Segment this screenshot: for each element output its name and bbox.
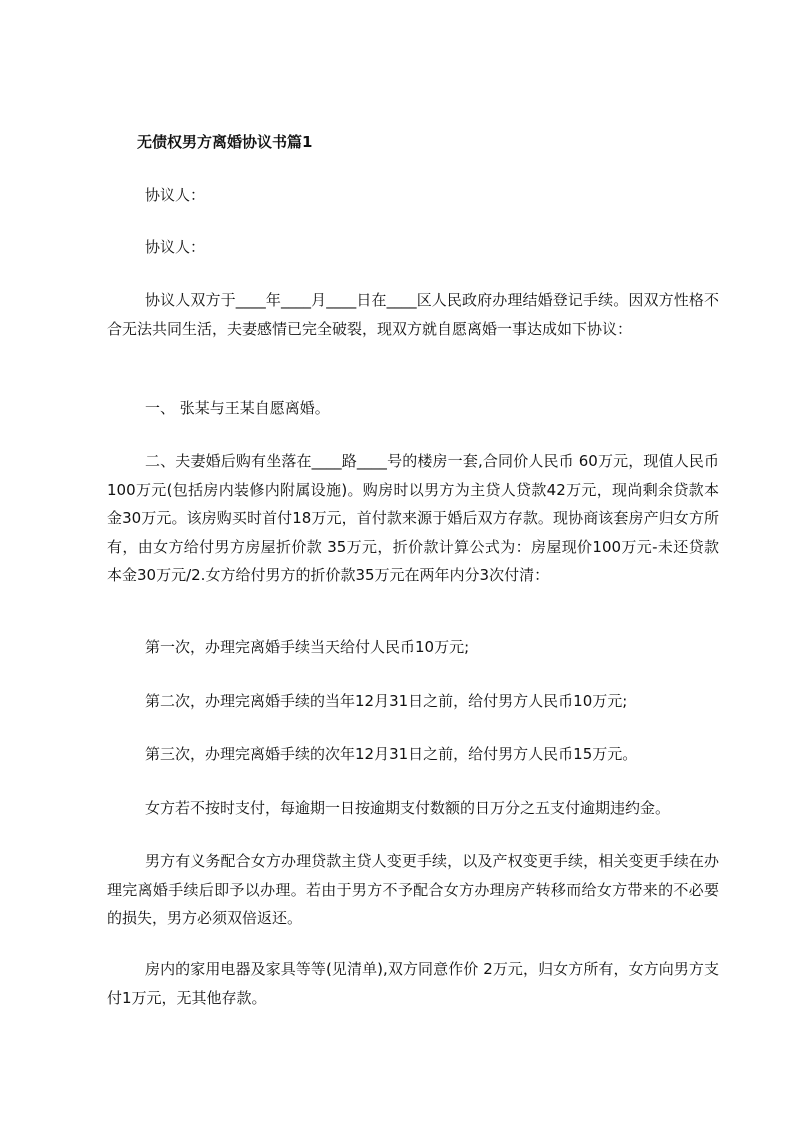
payment-1: 第一次，办理完离婚手续当天给付人民币10万元; [145,638,470,656]
document-title: 无债权男方离婚协议书篇1 [137,133,313,151]
clause-1: 一、 张某与王某自愿离婚。 [145,399,330,417]
payment-2: 第二次，办理完离婚手续的当年12月31日之前，给付男方人民币10万元; [145,692,628,710]
furniture-paragraph: 房内的家用电器及家具等等(见清单),双方同意作价 2万元，归女方所有，女方向男方支付1万元，无其他存款。 [107,960,719,1007]
clause-2: 二、夫妻婚后购有坐落在____路____号的楼房一套,合同价人民币 60万元，现值人民币100万元(包括房内装修内附属设施)。购房时以男方为主贷人贷款42万元，现尚剩余贷款本金30万元。该房购买时首付18万元，首付款来源于婚后双方存款。现协商该套房产归女方所有，由女方给付男方房屋折价款 35万元，折价款计算公式为：房屋现价100万元-未还贷款本金30万元/2.女方给付男方的折价款35万元在两年内分3次付清： [107,452,719,585]
loan-transfer-paragraph: 男方有义务配合女方办理贷款主贷人变更手续，以及产权变更手续，相关变更手续在办理完离婚手续后即予以办理。若由于男方不予配合女方办理房产转移而给女方带来的不必要的损失，男方必须双倍返还。 [107,852,719,928]
late-penalty: 女方若不按时支付，每逾期一日按逾期支付数额的日万分之五支付逾期违约金。 [145,799,671,817]
intro-paragraph: 协议人双方于____年____月____日在____区人民政府办理结婚登记手续。因双方性格不合无法共同生活，夫妻感情已完全破裂，现双方就自愿离婚一事达成如下协议： [107,291,719,338]
party-a-label: 协议人： [145,186,206,204]
party-b-label: 协议人： [145,238,206,256]
payment-3: 第三次，办理完离婚手续的次年12月31日之前，给付男方人民币15万元。 [145,745,638,763]
